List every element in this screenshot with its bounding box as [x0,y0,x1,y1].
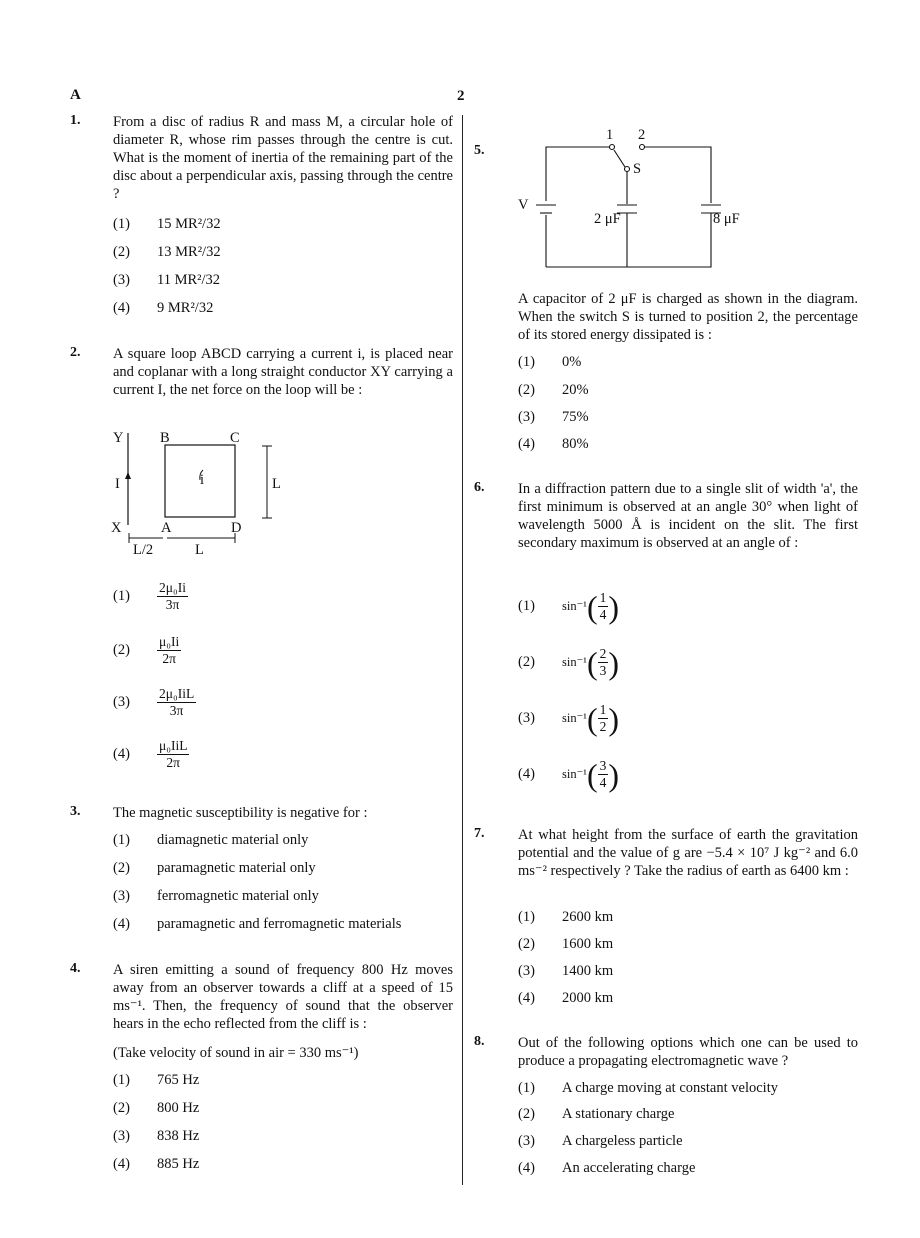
question-note: (Take velocity of sound in air = 330 ms⁻¹) [113,1045,359,1061]
question-number: 3. [70,804,81,819]
option: (3) $\frac{\text{2μ₀IiL}}{3\pi}$ [113,686,195,718]
option: (2) A stationary charge [518,1106,675,1122]
page-number: 2 [457,88,465,104]
label-b: B [160,430,170,446]
question-number: 6. [474,480,485,495]
label-x: X [111,520,122,536]
option: (4) An accelerating charge [518,1160,696,1176]
label-voltage: V [518,197,529,213]
option: (1) 0% [518,354,582,370]
option: (3) ferromagnetic material only [113,888,319,904]
option: (3) 75% [518,409,589,425]
question-number: 2. [70,345,81,360]
option: (1) sin⁻¹ ( $\frac{1}{4}$ ) [518,588,619,625]
label-side-L: L [272,476,281,492]
option: (1) 2600 km [518,909,614,925]
option: (4) sin⁻¹ ( $\frac{3}{4}$ ) [518,756,619,793]
label-a: A [161,520,172,536]
question-number: 1. [70,113,81,128]
option: (4) 2000 km [518,990,614,1006]
column-divider [462,115,463,1185]
option: (3) 1400 km [518,963,614,979]
question-text: A siren emitting a sound of frequency 800 Hz moves away from an observer towards a cliff at a speed of 15 ms⁻¹. Then, the frequency of sound that the observer hears in the echo reflected from the cliff is : [113,962,453,1032]
question-text: A square loop ABCD carrying a current i, is placed near and coplanar with a long straight conductor XY carrying a current I, the net force on the loop will be : [113,346,453,398]
question-text: The magnetic susceptibility is negative for : [113,805,368,821]
label-position-2: 2 [638,127,646,143]
series-label: A [70,87,81,103]
label-bottom-L: L [195,542,204,558]
label-c: C [230,430,240,446]
question-text: A capacitor of 2 μF is charged as shown in the diagram. When the switch S is turned to position 2, the percentage of its stored energy dissipated is : [518,291,858,343]
option: (4) 9 MR²/32 [113,300,214,316]
option: (4) 885 Hz [113,1156,200,1172]
label-capacitor-8uf: 8 μF [713,211,740,227]
label-switch-s: S [633,161,642,177]
option: (4) 80% [518,436,589,452]
option: (1) diamagnetic material only [113,832,309,848]
option: (3) 838 Hz [113,1128,200,1144]
label-half-L: L/2 [133,542,154,558]
label-d: D [231,520,242,536]
label-current-i: i [200,472,205,488]
option: (2) $\frac{\text{μ₀Ii}}{2\pi}$ [113,634,180,666]
option: (3) 11 MR²/32 [113,272,221,288]
label-capacitor-2uf: 2 μF [594,211,621,227]
question-number: 8. [474,1034,485,1049]
question-number: 5. [474,143,485,158]
option: (4) $\frac{\text{μ₀IiL}}{2\pi}$ [113,738,188,770]
circuit-diagram [510,125,770,275]
question-text: At what height from the surface of earth the gravitation potential and the value of g are −5.4 × 10⁷ J kg⁻² and 6.0 ms⁻² respectively ? Take the radius of earth as 6400 km : [518,827,858,879]
label-position-1: 1 [606,127,614,143]
option: (3) A chargeless particle [518,1133,683,1149]
question-number: 4. [70,961,81,976]
option: (2) sin⁻¹ ( $\frac{2}{3}$ ) [518,644,619,681]
option: (2) 20% [518,382,589,398]
loop-diagram [105,428,295,563]
question-text: In a diffraction pattern due to a single slit of width 'a', the first minimum is observed at an angle 30° when light of wavelength 5000 Å is incident on the slit. The first secondary maximum is observed at an angle of : [518,481,858,551]
question-text: Out of the following options which one can be used to produce a propagating electromagnetic wave ? [518,1035,858,1069]
option: (2) 1600 km [518,936,614,952]
label-y: Y [113,430,124,446]
option: (1) A charge moving at constant velocity [518,1080,778,1096]
question-text: From a disc of radius R and mass M, a circular hole of diameter R, whose rim passes through the centre is cut. What is the moment of inertia of the remaining part of the disc about a perpendicular axis, passing through the centre ? [113,114,453,202]
question-number: 7. [474,826,485,841]
option: (2) 13 MR²/32 [113,244,221,260]
option: (3) sin⁻¹ ( $\frac{1}{2}$ ) [518,700,619,737]
option: (4) paramagnetic and ferromagnetic materials [113,916,402,932]
option: (1) 765 Hz [113,1072,200,1088]
option: (1) $\frac{\text{2μ₀Ii}}{3\pi}$ [113,580,186,612]
label-current-I: I [115,476,120,492]
option: (2) 800 Hz [113,1100,200,1116]
option: (2) paramagnetic material only [113,860,316,876]
option: (1) 15 MR²/32 [113,216,221,232]
